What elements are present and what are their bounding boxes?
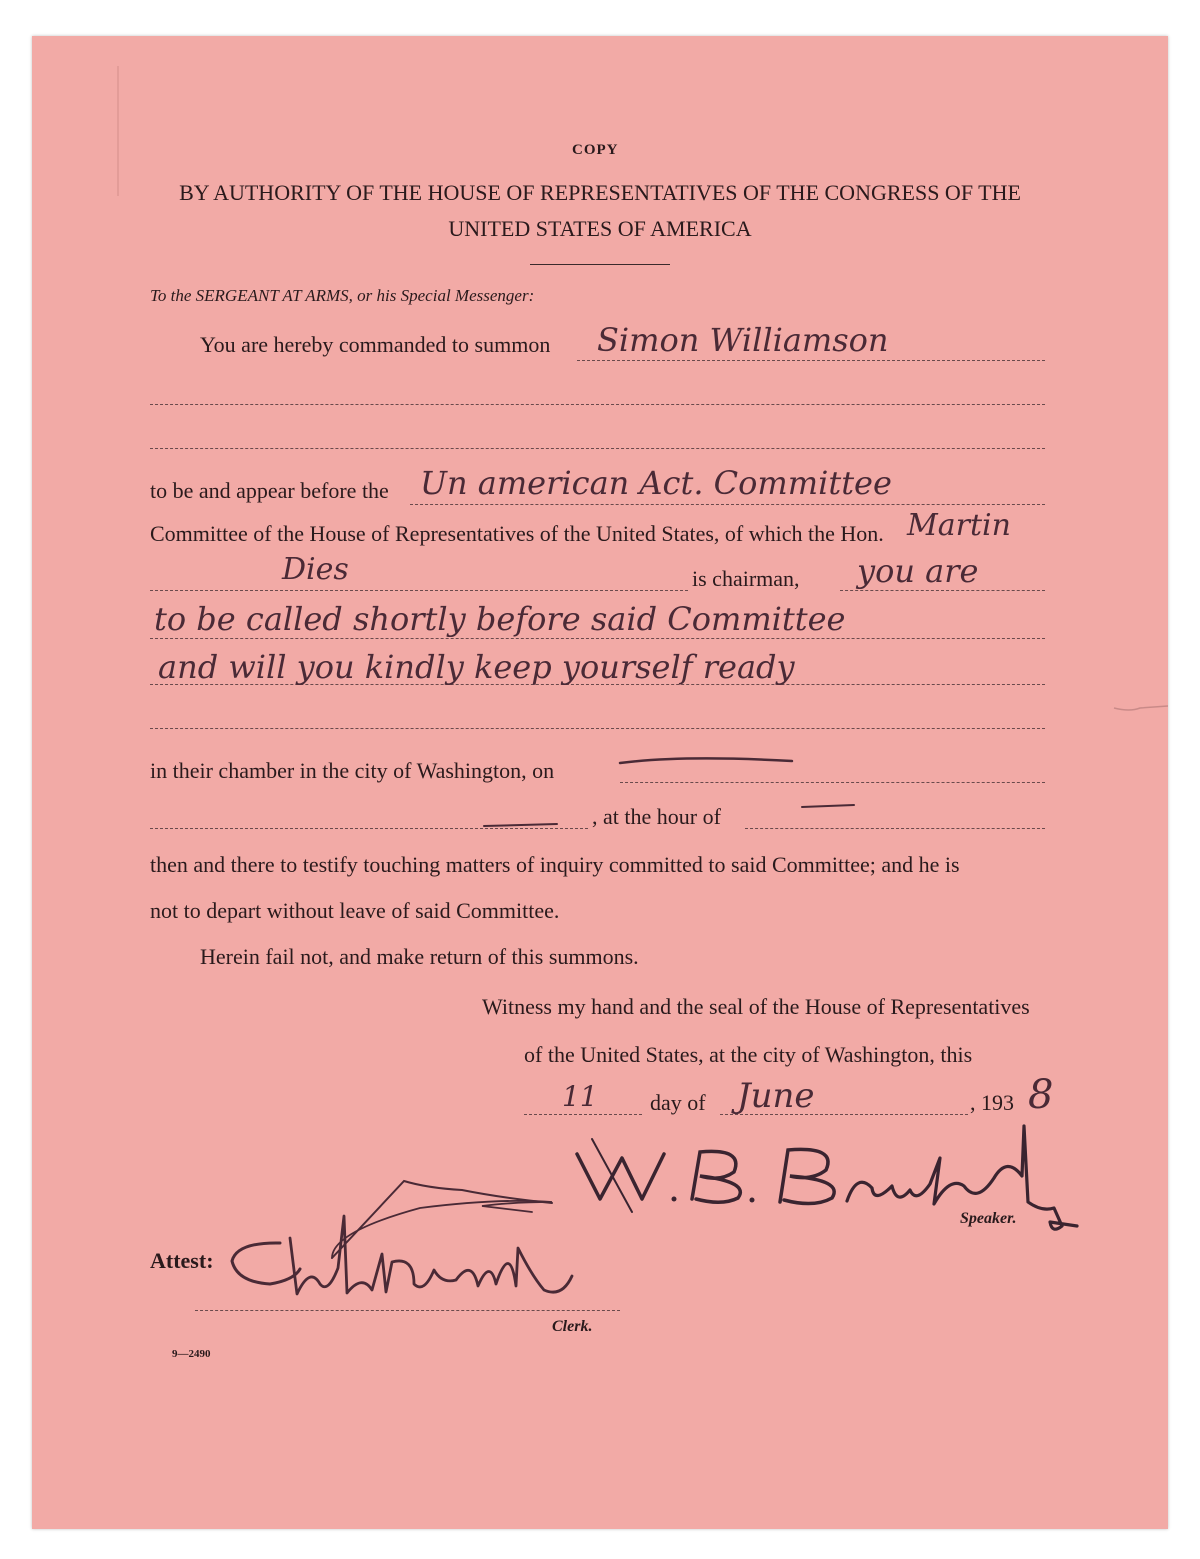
- committee-text: Committee of the House of Representatives of the United States, of which the Hon.: [150, 521, 884, 546]
- blank-line-2: [150, 448, 1045, 449]
- summoned-name-handwriting: Simon Williamson: [597, 321, 889, 359]
- hour-text: , at the hour of: [592, 804, 721, 829]
- blank-line-3: [150, 728, 1045, 729]
- clerk-line: [195, 1310, 620, 1311]
- hon-name-handwriting: Martin: [907, 508, 1011, 543]
- year-prefix-text: , 193: [970, 1090, 1014, 1115]
- chairman-text: is chairman,: [692, 566, 800, 591]
- chairman-line: [150, 590, 688, 591]
- day-of-text: day of: [650, 1090, 706, 1115]
- year-digit-handwriting: 8: [1028, 1072, 1054, 1118]
- attest-label: Attest:: [150, 1248, 214, 1273]
- summon-line: [577, 360, 1045, 361]
- blank-line-1: [150, 404, 1045, 405]
- note-handwriting-2: to be called shortly before said Committee: [154, 600, 846, 638]
- clerk-label: Clerk.: [552, 1318, 593, 1335]
- address-line: To the SERGEANT AT ARMS, or his Special Messenger:: [150, 286, 535, 305]
- day-handwriting: 11: [562, 1080, 598, 1113]
- heading-line-2: UNITED STATES OF AMERICA: [448, 216, 752, 241]
- appear-text: to be and appear before the: [150, 478, 389, 503]
- testify-line-1: then and there to testify touching matters of inquiry committed to said Committee; and he is: [150, 852, 960, 877]
- chairman-tail-line: [840, 590, 1045, 591]
- form-number: 9—2490: [172, 1348, 211, 1360]
- heading-rule: [530, 264, 670, 265]
- day-line: [524, 1114, 642, 1115]
- speaker-label: Speaker.: [960, 1210, 1017, 1227]
- committee-line: [410, 504, 1045, 505]
- committee-handwriting: Un american Act. Committee: [420, 464, 892, 502]
- witness-line-2: of the United States, at the city of Washington, this: [524, 1042, 973, 1067]
- chairman-name-handwriting: Dies: [282, 552, 349, 587]
- heading-line-1: BY AUTHORITY OF THE HOUSE OF REPRESENTATIVES OF THE CONGRESS OF THE: [179, 180, 1021, 205]
- date-line-2: [150, 828, 588, 829]
- testify-line-2: not to depart without leave of said Committee.: [150, 898, 560, 923]
- note-line-1: [150, 638, 1045, 639]
- note-handwriting-3: and will you kindly keep yourself ready: [158, 648, 795, 686]
- summon-text: You are hereby commanded to summon: [200, 332, 551, 357]
- herein-text: Herein fail not, and make return of this summons.: [200, 944, 639, 969]
- summons-document: [32, 36, 1168, 1529]
- chamber-text: in their chamber in the city of Washington, on: [150, 758, 555, 783]
- date-line: [620, 782, 1045, 783]
- hour-line: [745, 828, 1045, 829]
- note-handwriting-1: you are: [857, 552, 979, 590]
- witness-line-1: Witness my hand and the seal of the House of Representatives: [482, 994, 1030, 1019]
- copy-label: COPY: [572, 142, 619, 158]
- month-handwriting: June: [737, 1076, 815, 1116]
